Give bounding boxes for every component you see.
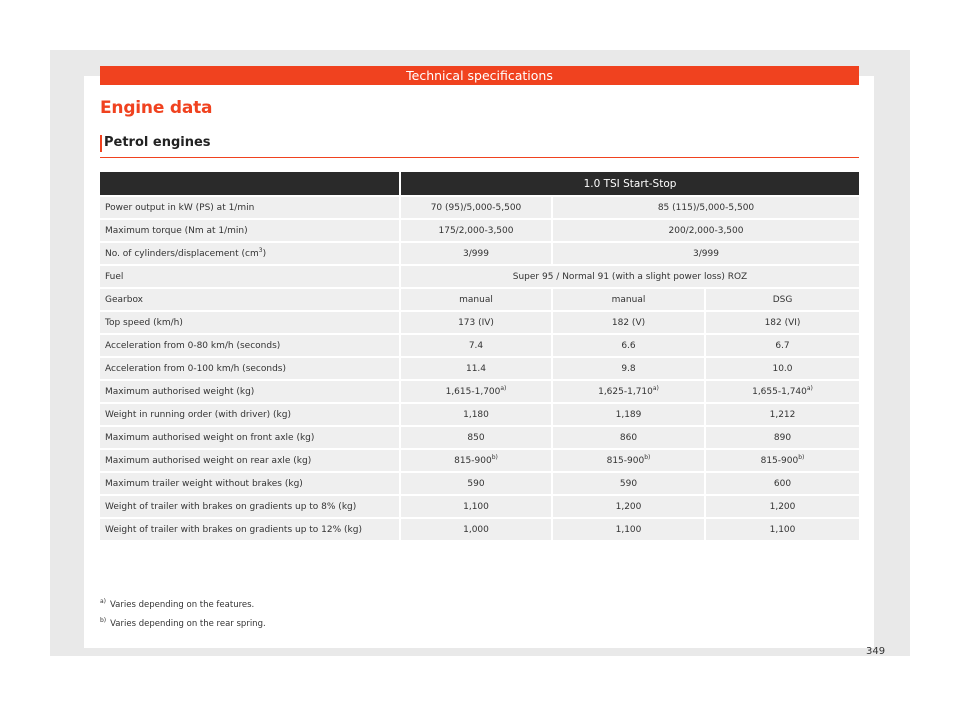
table-cell: 1,100 (553, 519, 706, 540)
footnote-text: Varies depending on the features. (110, 599, 255, 610)
table-cell: 9.8 (553, 358, 706, 379)
table-cell: 1,655-1,740$^{a)}$ (706, 381, 859, 402)
row-label: Maximum authorised weight on front axle (kg) (100, 427, 401, 448)
row-label: Weight of trailer with brakes on gradients up to 8% (kg) (100, 496, 401, 517)
subtitle-block (100, 129, 859, 158)
table-row (100, 220, 859, 241)
table-cell: 815-900$^{b)}$ (553, 450, 706, 471)
table-body (100, 197, 859, 540)
row-label: Acceleration from 0-80 km/h (seconds) (100, 335, 401, 356)
table-cell: 1,200 (706, 496, 859, 517)
row-label: Gearbox (100, 289, 401, 310)
footnote-a (100, 598, 266, 610)
row-label: Weight of trailer with brakes on gradients up to 12% (kg) (100, 519, 401, 540)
footnote-b (100, 617, 266, 629)
table-row (100, 197, 859, 218)
table-cell: 70 (95)/5,000-5,500 (401, 197, 553, 218)
table-cell: 1,212 (706, 404, 859, 425)
table-cell: manual (553, 289, 706, 310)
table-row (100, 427, 859, 448)
row-label: Top speed (km/h) (100, 312, 401, 333)
table-cell: 590 (401, 473, 553, 494)
table-header-engine: 1.0 TSI Start-Stop (401, 172, 859, 195)
row-label: No. of cylinders/displacement $(cm^3)$ (100, 243, 401, 264)
row-label: Maximum authorised weight on rear axle (kg) (100, 450, 401, 471)
footnotes (100, 598, 266, 636)
table-cell: 200/2,000-3,500 (553, 220, 859, 241)
table-cell: 850 (401, 427, 553, 448)
page-frame (50, 50, 910, 656)
table-row (100, 381, 859, 402)
table-row (100, 496, 859, 517)
table-cell: 10.0 (706, 358, 859, 379)
table-cell: Super 95 / Normal 91 (with a slight power loss) ROZ (401, 266, 859, 287)
table-cell: 6.7 (706, 335, 859, 356)
table-cell: 1,100 (706, 519, 859, 540)
table-row (100, 266, 859, 287)
document-page (84, 68, 886, 657)
footnote-text: Varies depending on the rear spring. (110, 618, 266, 629)
table-cell: 1,000 (401, 519, 553, 540)
table-cell: 7.4 (401, 335, 553, 356)
table-row (100, 312, 859, 333)
table-cell: 1,615-1,700$^{a)}$ (401, 381, 553, 402)
table-cell: 1,189 (553, 404, 706, 425)
table-row (100, 473, 859, 494)
row-label: Fuel (100, 266, 401, 287)
row-label: Acceleration from 0-100 km/h (seconds) (100, 358, 401, 379)
table-cell: 600 (706, 473, 859, 494)
table-cell: manual (401, 289, 553, 310)
table-row (100, 335, 859, 356)
row-label: Weight in running order (with driver) (kg) (100, 404, 401, 425)
table-cell: 6.6 (553, 335, 706, 356)
table-header-blank (100, 172, 401, 195)
table-header-row (100, 172, 859, 195)
section-header: Technical specifications (100, 66, 859, 85)
table-cell: 1,180 (401, 404, 553, 425)
table-cell: 1,200 (553, 496, 706, 517)
footnote-mark: a) (100, 598, 107, 605)
row-label: Maximum trailer weight without brakes (kg) (100, 473, 401, 494)
table-cell: 173 (IV) (401, 312, 553, 333)
table-cell: 85 (115)/5,000-5,500 (553, 197, 859, 218)
subtitle: Petrol engines (104, 135, 211, 150)
table-row (100, 358, 859, 379)
row-label: Maximum authorised weight (kg) (100, 381, 401, 402)
table-cell: 1,100 (401, 496, 553, 517)
table-cell: DSG (706, 289, 859, 310)
table-row (100, 450, 859, 471)
table-cell: 590 (553, 473, 706, 494)
table-cell: 1,625-1,710$^{a)}$ (553, 381, 706, 402)
table-row (100, 404, 859, 425)
table-cell: 182 (V) (553, 312, 706, 333)
table-cell: 11.4 (401, 358, 553, 379)
spec-table (100, 170, 859, 542)
table-cell: 815-900$^{b)}$ (706, 450, 859, 471)
table-row (100, 243, 859, 264)
footnote-mark: b) (100, 616, 107, 624)
row-label: Maximum torque (Nm at 1/min) (100, 220, 401, 241)
table-cell: 175/2,000-3,500 (401, 220, 553, 241)
table-cell: 815-900$^{b)}$ (401, 450, 553, 471)
table-row (100, 519, 859, 540)
table-cell: 3/999 (553, 243, 859, 264)
row-label: Power output in kW (PS) at 1/min (100, 197, 401, 218)
subtitle-accent-bar (100, 135, 102, 152)
table-cell: 860 (553, 427, 706, 448)
page-title: Engine data (100, 98, 213, 118)
page-number: 349 (866, 646, 886, 657)
table-cell: 3/999 (401, 243, 553, 264)
table-cell: 182 (VI) (706, 312, 859, 333)
table-row (100, 289, 859, 310)
table-cell: 890 (706, 427, 859, 448)
